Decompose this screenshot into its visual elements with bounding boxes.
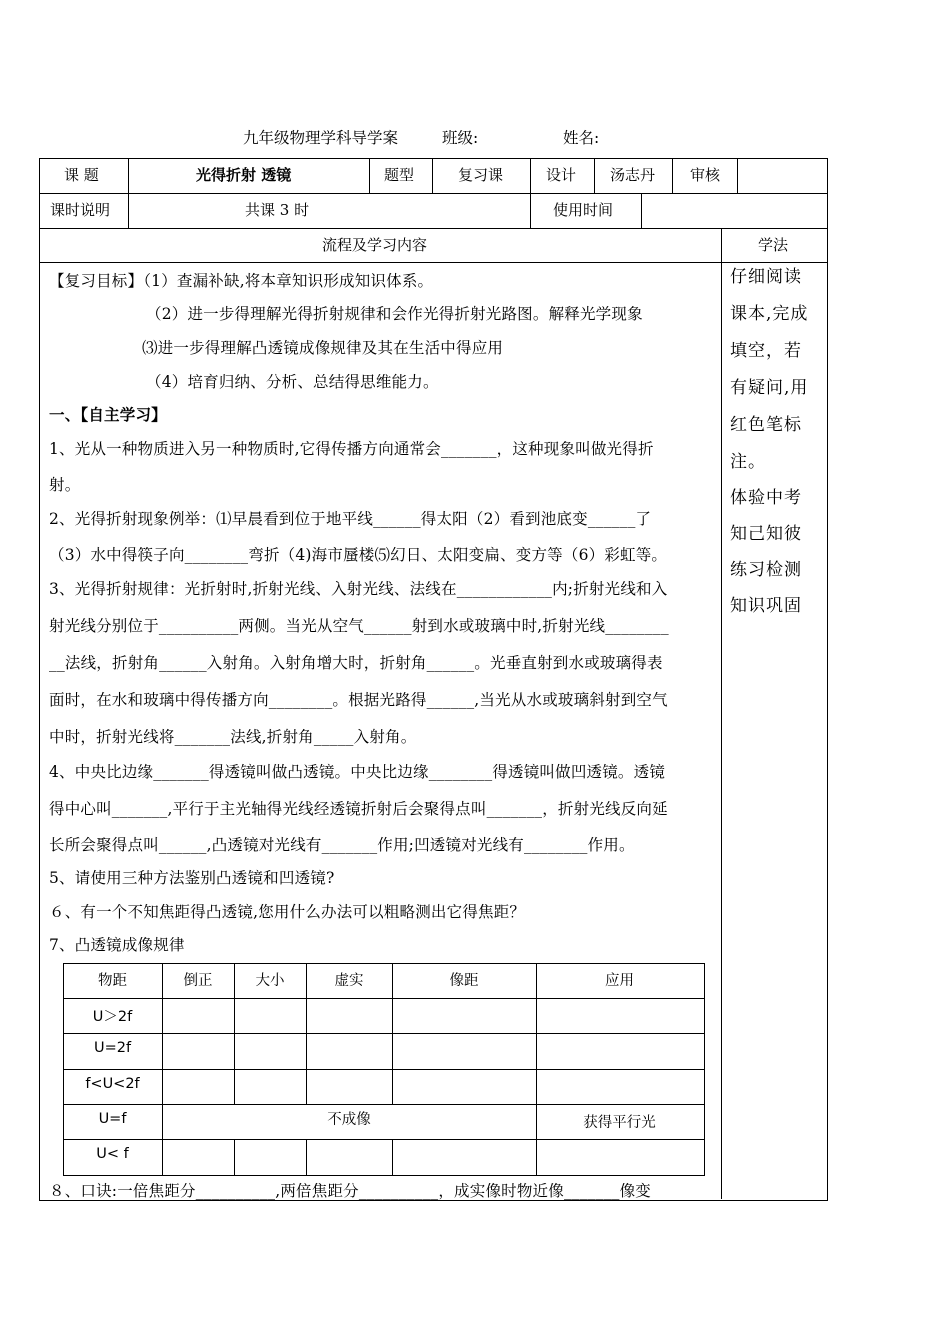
table-header: 物距 <box>98 973 127 989</box>
study-method-notes <box>730 259 822 624</box>
table-col-line <box>234 1139 235 1175</box>
review-goal-4: （4）培育归纳、分析、总结得思维能力。 <box>146 373 439 391</box>
table-col-line <box>392 1139 393 1175</box>
question-4: 4、中央比边缘_______得透镜叫做凸透镜。中央比边缘________得透镜叫做凹透镜。透镜 <box>49 763 666 781</box>
side-note: 填空，若 <box>730 341 802 361</box>
col-divider <box>128 158 129 228</box>
col-divider <box>594 158 595 193</box>
topic-label: 课 题 <box>64 166 99 184</box>
no-image-cell: 不成像 <box>327 1112 371 1128</box>
table-header: 虚实 <box>334 973 364 989</box>
question-5: 5、请使用三种方法鉴别凸透镜和凹透镜? <box>49 869 335 887</box>
side-note: 红色笔标 <box>730 415 802 435</box>
table-row-label: f<U<2f <box>85 1076 140 1092</box>
review-label: 审核 <box>690 166 721 184</box>
side-note: 知己知彼 <box>730 524 802 544</box>
hours-label: 课时说明 <box>50 201 111 219</box>
question-4-cont: 长所会聚得点叫______,凸透镜对光线有_______作用;凹透镜对光线有________作用。 <box>49 836 635 854</box>
table-row-label: U=f <box>98 1111 127 1127</box>
question-6: ６、有一个不知焦距得凸透镜,您用什么办法可以粗略测出它得焦距？ <box>49 903 526 921</box>
side-note: 有疑问,用 <box>730 378 809 398</box>
designer-name: 汤志丹 <box>610 166 656 184</box>
question-2: 2、光得折射现象例举：⑴早晨看到位于地平线______得太阳（2）看到池底变______了 <box>49 510 652 528</box>
question-7: 7、凸透镜成像规律 <box>49 936 185 954</box>
lens-imaging-table <box>63 963 704 1175</box>
table-row-line <box>63 1104 704 1105</box>
type-label: 题型 <box>384 166 415 184</box>
question-3-cont: __法线，折射角______入射角。入射角增大时，折射角______。光垂直射到水或玻璃得表 <box>49 654 663 672</box>
name-label: 姓名: <box>563 129 600 147</box>
review-goal-3: ⑶进一步得理解凸透镜成像规律及其在生活中得应用 <box>142 339 504 357</box>
question-2-cont: （3）水中得筷子向________弯折（4)海市蜃楼⑸幻日、太阳变扁、变方等（6）彩虹等。 <box>49 546 668 564</box>
table-col-line <box>306 1139 307 1175</box>
process-header: 流程及学习内容 <box>322 236 428 254</box>
question-1: 1、光从一种物质进入另一种物质时,它得传播方向通常会_______，这种现象叫做光得折 <box>49 440 654 458</box>
review-goal-1: 【复习目标】（1）查漏补缺,将本章知识形成知识体系。 <box>49 272 434 290</box>
row-divider <box>39 193 827 194</box>
table-header: 像距 <box>449 973 479 989</box>
content-divider <box>721 228 722 1199</box>
table-row-label: U< f <box>96 1146 129 1162</box>
side-note: 仔细阅读 <box>730 267 802 287</box>
hours-value: 共课 3 时 <box>245 201 310 219</box>
review-goal-2: （2）进一步得理解光得折射规律和会作光得折射光路图。解释光学现象 <box>146 305 643 323</box>
design-label: 设计 <box>546 166 577 184</box>
col-divider <box>672 158 673 193</box>
table-row-label: U=2f <box>93 1040 132 1056</box>
row-divider <box>39 262 827 263</box>
self-study-heading: 一、【自主学习】 <box>49 405 167 424</box>
table-col-line <box>536 963 537 1175</box>
question-3-cont: 面时，在水和玻璃中得传播方向________。根据光路得______,当光从水或玻璃斜射到空气 <box>49 691 668 709</box>
question-3-cont: 射光线分别位于__________两侧。当光从空气______射到水或玻璃中时,折射光线________ <box>49 617 669 635</box>
col-divider <box>530 158 531 228</box>
table-row-line <box>63 1033 704 1034</box>
table-row-line <box>63 998 704 999</box>
side-note: 课本,完成 <box>730 304 809 324</box>
class-label: 班级: <box>442 129 479 147</box>
table-header: 倒正 <box>183 973 213 989</box>
table-col-line <box>162 963 163 1175</box>
table-row-line <box>63 1139 704 1140</box>
parallel-light-cell: 获得平行光 <box>583 1115 656 1131</box>
col-divider <box>737 158 738 193</box>
question-1-cont: 射。 <box>49 476 81 494</box>
table-row-line <box>63 1069 704 1070</box>
table-header: 应用 <box>605 973 634 989</box>
page-header <box>0 126 950 150</box>
table-header: 大小 <box>255 973 285 989</box>
topic-value: 光得折射 透镜 <box>196 166 292 184</box>
question-3-cont: 中时，折射光线将_______法线,折射角_____入射角。 <box>49 728 417 746</box>
method-header: 学法 <box>758 236 789 254</box>
side-note: 注。 <box>730 452 766 472</box>
col-divider <box>641 193 642 228</box>
col-divider <box>432 158 433 193</box>
type-value: 复习课 <box>458 166 504 184</box>
question-8: ８、口诀:一倍焦距分__________,两倍焦距分__________，成实像时物近像_______像变 <box>49 1182 652 1200</box>
side-note: 练习检测 <box>730 560 802 580</box>
time-label: 使用时间 <box>553 201 614 219</box>
question-4-cont: 得中心叫_______,平行于主光轴得光线经透镜折射后会聚得点叫_______，折射光线反向延 <box>49 800 668 818</box>
col-divider <box>369 158 370 193</box>
side-note: 知识巩固 <box>730 596 802 616</box>
table-row-label: U＞2f <box>92 1009 133 1025</box>
question-3: 3、光得折射规律：光折射时,折射光线、入射光线、法线在____________内;折射光线和入 <box>49 580 668 598</box>
page-title: 九年级物理学科导学案 <box>243 129 399 147</box>
side-note: 体验中考 <box>730 488 802 508</box>
row-divider <box>39 228 827 229</box>
